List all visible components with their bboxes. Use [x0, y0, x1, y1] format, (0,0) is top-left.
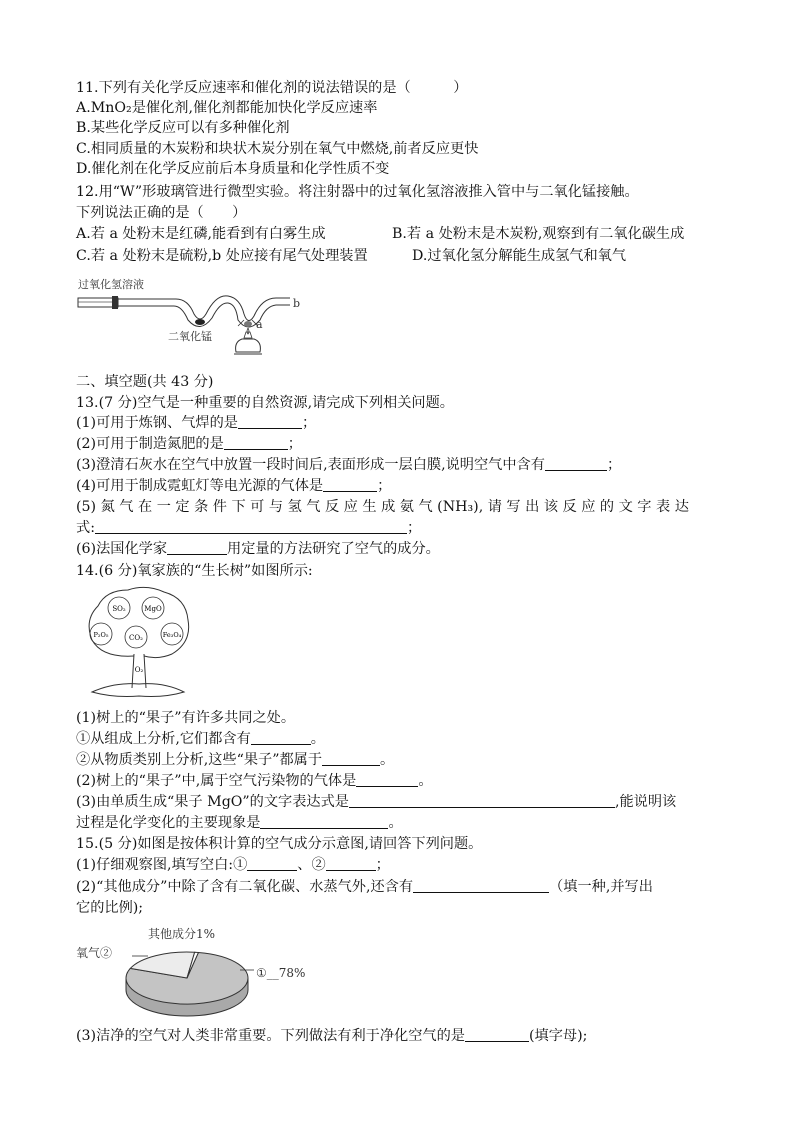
q14-answer-2[interactable] [356, 772, 418, 787]
q13-part5-line1: (5) 氮 气 在 一 定 条 件 下 可 与 氢 气 反 应 生 成 氨 气 (NH₃), 请 写 出 该 反 应 的 文 字 表 达 [76, 499, 689, 515]
pie-label-nitrogen: ①__78% [256, 966, 306, 980]
q14-part3-line1 [76, 792, 676, 812]
q15-answer-2[interactable] [326, 856, 376, 871]
oxygen-family-tree [84, 584, 194, 700]
q12-fig-label-solution: 过氧化氢溶液 [78, 278, 144, 291]
q13-answer-5[interactable] [95, 519, 407, 534]
q13-part3-text: (3)澄清石灰水在空气中放置一段时间后,表面形成一层白膜,说明空气中含有 [76, 457, 545, 473]
q13-part2-punct: ； [287, 436, 302, 452]
q13-stem: 13.(7 分)空气是一种重要的自然资源,请完成下列相关问题。 [76, 395, 454, 411]
q11-option-d: D.催化剂在化学反应前后本身质量和化学性质不变 [76, 161, 390, 177]
q15-part2-line1 [76, 877, 653, 897]
q12-stem-line1: 12.用“W”形玻璃管进行微型实验。将注射器中的过氧化氢溶液推入管中与二氧化锰接触。 [76, 184, 639, 200]
q13-answer-1[interactable] [238, 414, 302, 429]
q13-part4-punct: ； [377, 478, 392, 494]
q15-part2-text-b: （填一种,并写出 [549, 879, 653, 895]
q13-answer-4[interactable] [323, 477, 377, 492]
tree-fruit-5: Fe₃O₄ [162, 631, 182, 639]
pie-label-oxygen: 氧气② [76, 946, 113, 960]
q14-stem: 14.(6 分)氧家族的“生长树”如图所示: [76, 563, 313, 579]
q11-stem: 11.下列有关化学反应速率和催化剂的说法错误的是（ ） [76, 80, 468, 96]
q14-part3-line2 [76, 813, 403, 833]
q12-stem-line2: 下列说法正确的是（ ） [76, 205, 247, 221]
q11-option-b: B.某些化学反应可以有多种催化剂 [76, 120, 290, 136]
q14-part2-punct: 。 [418, 773, 433, 789]
q14-part1: (1)树上的“果子”有许多共同之处。 [76, 710, 296, 726]
q13-part6-text-a: (6)法国化学家 [76, 541, 168, 557]
pie-label-other: 其他成分1% [148, 927, 216, 941]
q13-part3 [76, 455, 621, 475]
q14-part1a [76, 729, 325, 749]
q12-fig-label-b: b [293, 297, 301, 310]
q12-option-d: D.过氧化氢分解能生成氢气和氧气 [412, 248, 627, 264]
q13-part6-text-b: 用定量的方法研究了空气的成分。 [227, 541, 440, 557]
q14-answer-3a[interactable] [349, 793, 615, 808]
q15-stem: 15.(5 分)如图是按体积计算的空气成分示意图,请回答下列问题。 [76, 836, 483, 852]
q13-part5-line2 [76, 518, 421, 538]
q13-answer-2[interactable] [224, 435, 288, 450]
q15-part1-text-b: 、② [297, 857, 326, 873]
q13-part4 [76, 476, 391, 496]
q12-fig-label-mno2: 二氧化锰 [168, 330, 212, 343]
q14-part1a-text: ①从组成上分析,它们都含有 [76, 731, 251, 747]
q14-part1a-punct: 。 [310, 731, 325, 747]
q14-part1b [76, 750, 394, 770]
q15-answer-4[interactable] [465, 1027, 529, 1042]
q14-answer-3b[interactable] [260, 814, 388, 829]
q14-part3-text-c: 过程是化学变化的主要现象是 [76, 815, 261, 831]
q13-answer-6[interactable] [167, 540, 227, 555]
q15-answer-1[interactable] [247, 856, 297, 871]
q15-part1-text-a: (1)仔细观察图,填写空白:① [76, 857, 248, 873]
q13-answer-3[interactable] [545, 456, 607, 471]
tree-trunk-label: O₂ [134, 666, 144, 674]
q14-answer-1b[interactable] [322, 751, 380, 766]
q14-part2 [76, 771, 433, 791]
q15-part1 [76, 855, 390, 875]
q12-option-a: A.若 a 处粉末是红磷,能看到有白雾生成 [76, 226, 326, 242]
q13-part1 [76, 413, 316, 433]
q13-part3-punct: ； [606, 457, 622, 473]
q12-option-b: B.若 a 处粉末是木炭粉,观察到有二氧化碳生成 [392, 226, 685, 242]
q14-part3-text-b: ,能说明该 [614, 794, 677, 810]
q11-option-a: A.MnO₂是催化剂,催化剂都能加快化学反应速率 [76, 100, 378, 116]
q13-part6 [76, 539, 440, 559]
q13-part5-text: 式: [76, 520, 95, 536]
q15-answer-3[interactable] [413, 878, 549, 893]
q14-part1b-punct: 。 [380, 752, 395, 768]
q15-part2-text-a: (2)“其他成分”中除了含有二氧化碳、水蒸气外,还含有 [76, 879, 414, 895]
q15-part3-text-b: (填字母); [528, 1028, 588, 1044]
q15-part2-line2: 它的比例); [76, 900, 144, 916]
q15-part3-text-a: (3)洁净的空气对人类非常重要。下列做法有利于净化空气的是 [76, 1028, 465, 1044]
section-title: 二、填空题(共 43 分) [76, 374, 214, 390]
tree-fruit-3: P₂O₅ [93, 631, 109, 639]
q14-answer-1a[interactable] [251, 730, 311, 745]
q15-part1-punct: ； [375, 857, 390, 873]
tree-fruit-4: CO₂ [129, 634, 143, 642]
q13-part1-text: (1)可用于炼钢、气焊的是 [76, 415, 238, 431]
air-composition-pie-chart [112, 934, 262, 1020]
q13-part1-punct: ； [301, 415, 317, 431]
q13-part2 [76, 434, 302, 454]
q12-fig-label-a: a [256, 318, 263, 331]
q14-part1b-text: ②从物质类别上分析,这些“果子”都属于 [76, 752, 323, 768]
q15-part3 [76, 1026, 587, 1046]
q11-option-c: C.相同质量的木炭粉和块状木炭分别在氧气中燃烧,前者反应更快 [76, 141, 479, 157]
q12-option-c: C.若 a 处粉末是硫粉,b 处应接有尾气处理装置 [76, 248, 368, 264]
q14-part3-punct: 。 [388, 815, 403, 831]
tree-fruit-2: MgO [144, 605, 162, 613]
q14-part2-text: (2)树上的“果子”中,属于空气污染物的气体是 [76, 773, 357, 789]
q14-part3-text-a: (3)由单质生成“果子 MgO”的文字表达式是 [76, 794, 349, 810]
q13-part4-text: (4)可用于制成霓虹灯等电光源的气体是 [76, 478, 324, 494]
tree-fruit-1: SO₂ [112, 605, 126, 613]
q13-part5-punct: ； [406, 520, 422, 536]
q13-part2-text: (2)可用于制造氮肥的是 [76, 436, 224, 452]
